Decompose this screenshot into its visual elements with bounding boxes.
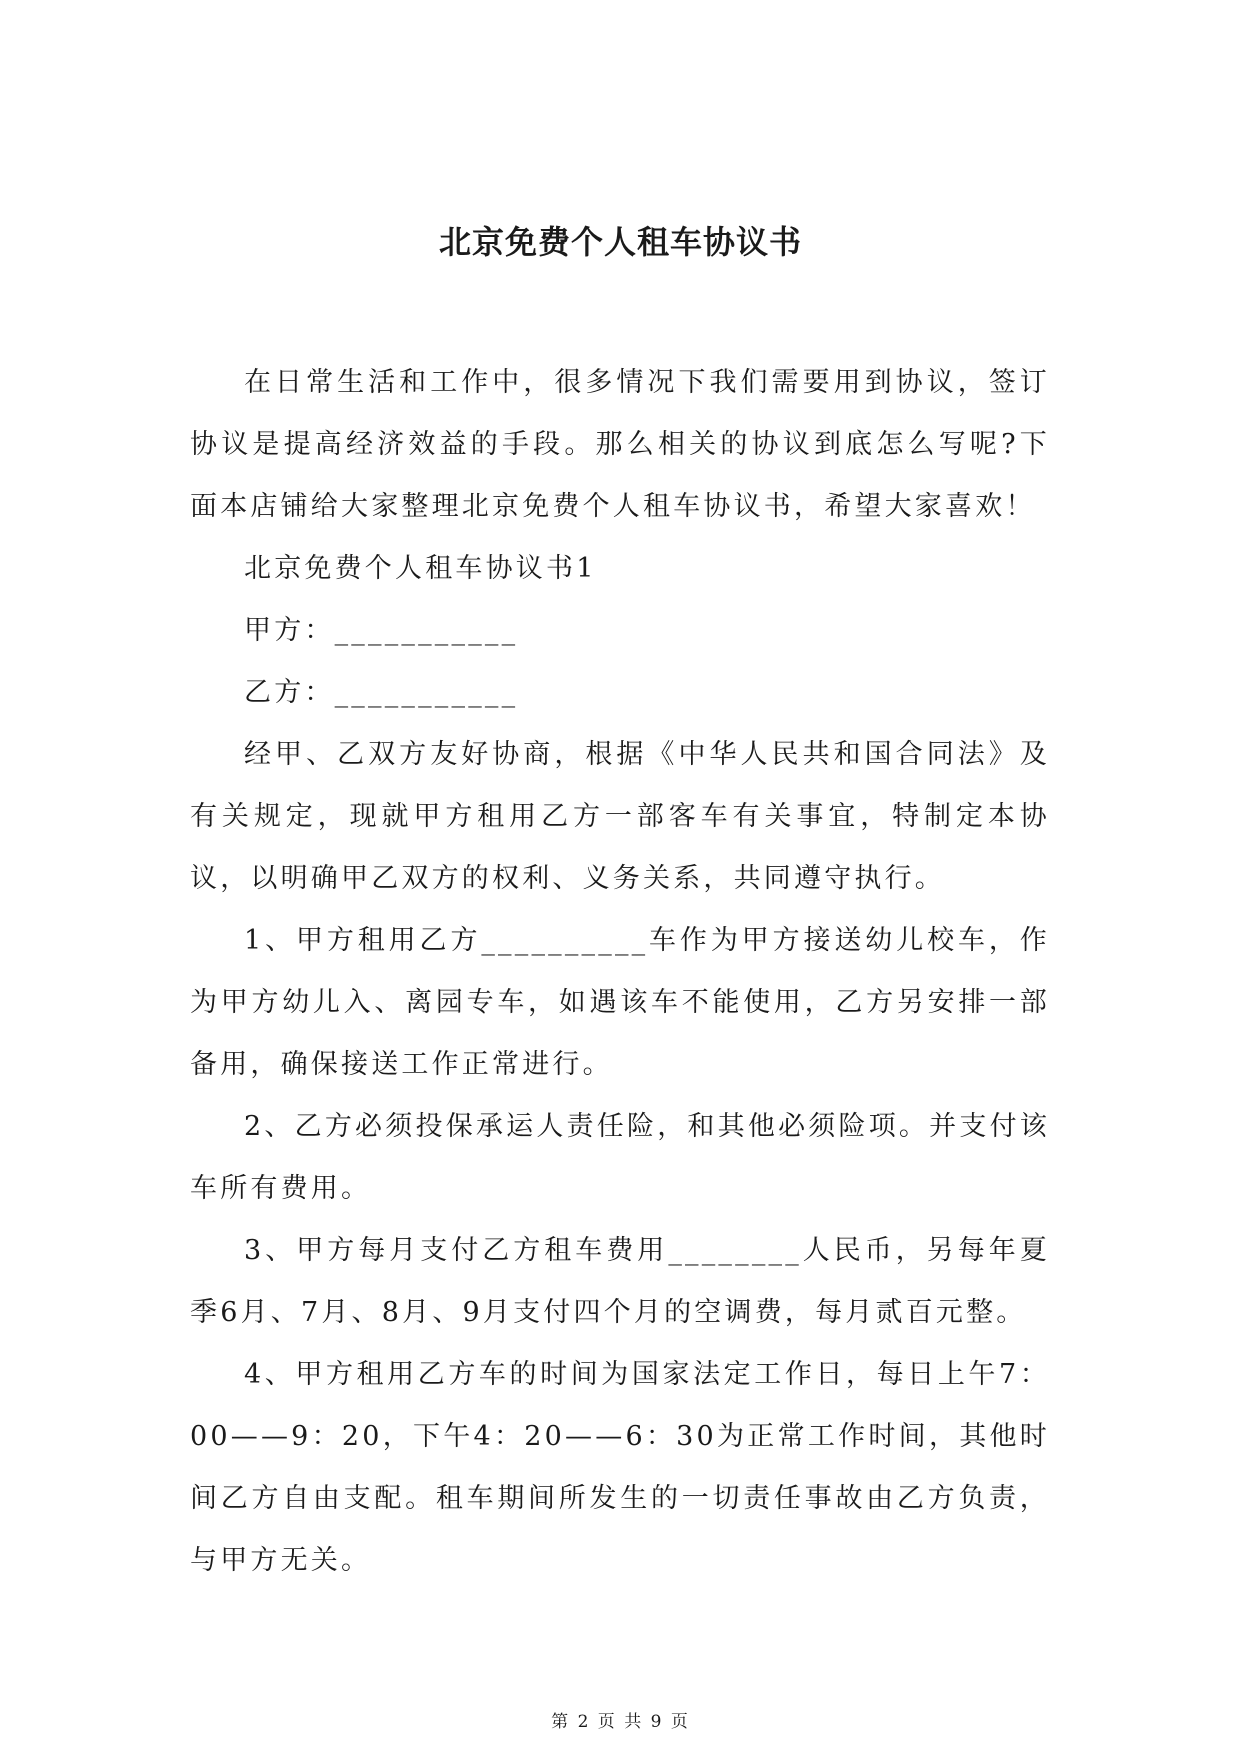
document-title: 北京免费个人租车协议书 (438, 223, 802, 261)
party-b-line: 乙方：___________ (244, 677, 519, 708)
agreement-preamble: 经甲、乙双方友好协商，根据《中华人民共和国合同法》及有关规定，现就甲方租用乙方一部客车有关事宜，特制定本协议，以明确甲乙双方的权利、义务关系，共同遵守执行。 (190, 739, 1050, 894)
clause-3: 3、甲方每月支付乙方租车费用________人民币，另每年夏季6月、7月、8月、9月支付四个月的空调费，每月贰百元整。 (190, 1235, 1050, 1328)
section-heading: 北京免费个人租车协议书1 (244, 553, 597, 584)
page-footer (0, 1710, 1241, 1734)
intro-paragraph: 在日常生活和工作中，很多情况下我们需要用到协议，签订协议是提高经济效益的手段。那么相关的协议到底怎么写呢?下面本店铺给大家整理北京免费个人租车协议书，希望大家喜欢！ (190, 367, 1050, 522)
footer-middle: 页 共 (597, 1712, 644, 1732)
footer-total-pages: 9 (650, 1712, 664, 1732)
clause-2: 2、乙方必须投保承运人责任险，和其他必须险项。并支付该车所有费用。 (190, 1111, 1050, 1204)
footer-prefix: 第 (551, 1712, 571, 1732)
clause-4: 4、甲方租用乙方车的时间为国家法定工作日，每日上午7：00——9：20，下午4：20——6：30为正常工作时间，其他时间乙方自由支配。租车期间所发生的一切责任事故由乙方负责，与甲方无关。 (190, 1359, 1050, 1576)
footer-current-page: 2 (577, 1712, 591, 1732)
document-body (190, 352, 1050, 1592)
party-a-line: 甲方：___________ (244, 615, 519, 646)
footer-suffix: 页 (670, 1712, 690, 1732)
clause-1: 1、甲方租用乙方__________车作为甲方接送幼儿校车，作为甲方幼儿入、离园专车，如遇该车不能使用，乙方另安排一部备用，确保接送工作正常进行。 (190, 925, 1050, 1080)
